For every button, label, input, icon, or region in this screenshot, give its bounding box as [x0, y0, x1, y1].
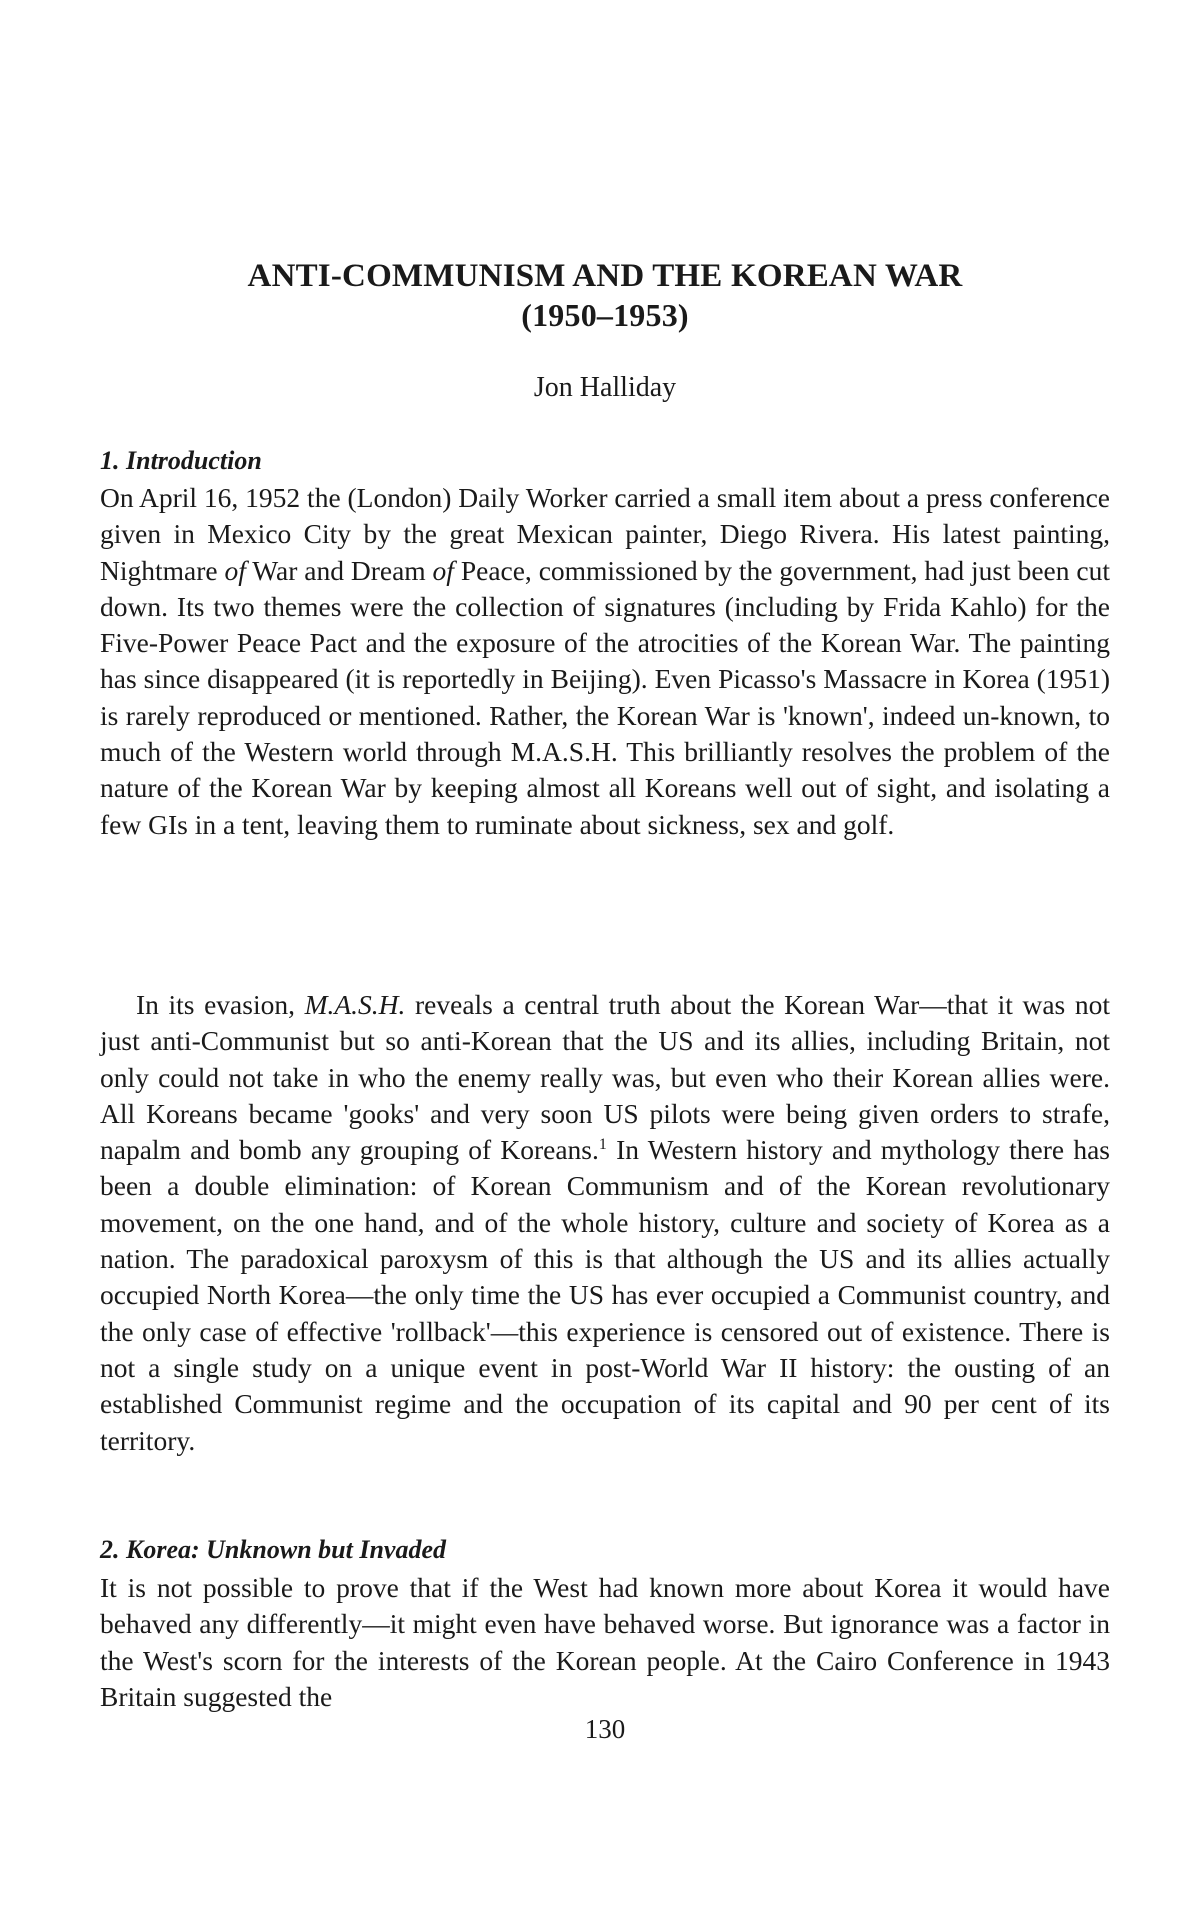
- article-author: Jon Halliday: [533, 372, 677, 403]
- paragraph-1-text-c: Peace, commissioned by the government, had just been cut down. Its two themes were the collection of signatures (including by Frida Kahlo) for the Five-Power Peace Pact and the exposure of the atrocities of the Korean War. The painting has since disappeared (it is reportedly in Beijing). Even Picasso's Massacre in Korea (1951) is rarely reproduced or mentioned. Rather, the Korean War is 'known', indeed un-known, to much of the Western world through M.A.S.H. This brilliantly resolves the problem of the nature of the Korean War by keeping almost all Koreans well out of sight, and isolating a few GIs in a tent, leaving them to ruminate about sickness, sex and golf.: [100, 554, 1110, 840]
- article-title: ANTI-COMMUNISM AND THE KOREAN WAR: [247, 258, 963, 294]
- document-page: [100, 0, 1110, 1929]
- article-title-dates-text: (1950–1953): [521, 297, 689, 333]
- section-heading-introduction: 1. Introduction: [100, 446, 262, 475]
- article-title-dates: [100, 297, 1110, 334]
- paragraph-2-text-c: In Western history and mythology there has been a double elimination: of Korean Communism and of the Korean revolutionary movement, on the one hand, and of the whole history, culture and society of Korea as a nation. The paradoxical paroxysm of this is that although the US and its allies actually occupied North Korea—the only time the US has ever occupied a Communist country, and the only case of effective 'rollback'—this experience is censored out of existence. There is not a single study on a unique event in post-World War II history: the ousting of an established Communist regime and the occupation of its capital and 90 per cent of its territory.: [100, 1134, 1110, 1456]
- paragraph-1-text-b: War and Dream: [245, 554, 433, 586]
- section-heading-korea: 2. Korea: Unknown but Invaded: [100, 1535, 446, 1564]
- paragraph-2-text-a: In its evasion,: [136, 989, 305, 1020]
- footnote-marker: 1: [598, 1136, 607, 1154]
- paragraph-2: [100, 987, 1110, 1459]
- paragraph-3: It is not possible to prove that if the West had known more about Korea it would have behaved any differently—it might even have behaved worse. But ignorance was a factor in the West's scorn for the interests of the Korean people. At the Cairo Conference in 1943 Britain suggested the: [100, 1572, 1110, 1712]
- paragraph-1-of-2: of: [432, 554, 454, 586]
- paragraph-1-of-1: of: [224, 554, 246, 586]
- paragraph-1-text-a: On April 16, 1952 the (London) Daily Worker carried a small item about a press conference given in Mexico City by the great Mexican painter, Diego Rivera. His latest painting, Nightmare: [100, 482, 1110, 586]
- paragraph-2-mash: M.A.S.H.: [304, 989, 406, 1020]
- paragraph-2-text-b: reveals a central truth about the Korean War—that it was not just anti-Communist but so anti-Korean that the US and its allies, including Britain, not only could not take in who the enemy really was, but even who their Korean allies were. All Koreans became 'gooks' and very soon US pilots were being given orders to strafe, napalm and bomb any grouping of Koreans.: [100, 989, 1110, 1166]
- page-number: 130: [584, 1714, 626, 1744]
- paragraph-1: [100, 480, 1110, 843]
